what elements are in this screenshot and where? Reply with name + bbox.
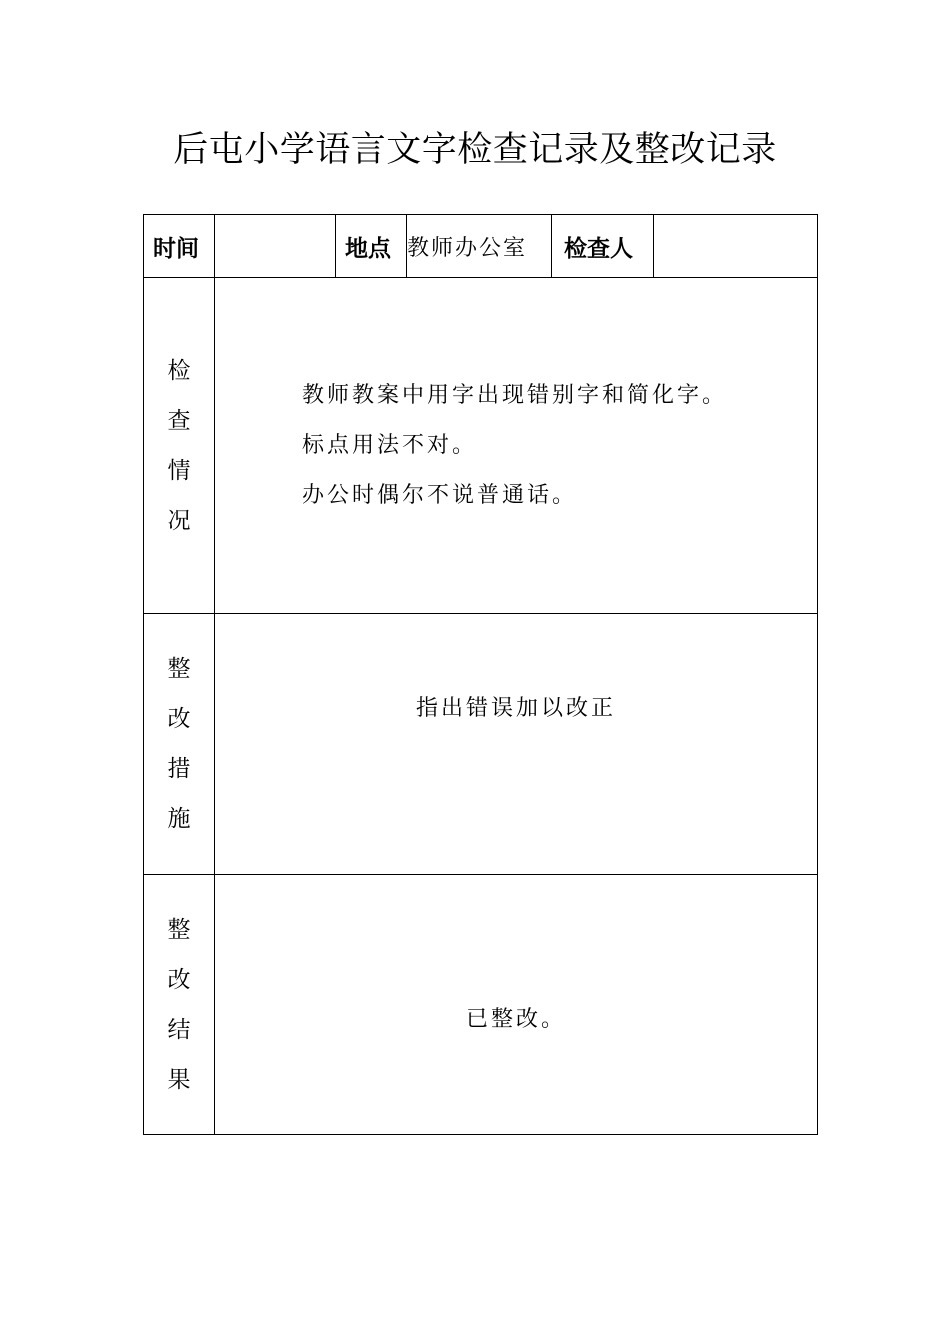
time-value [215, 215, 336, 278]
result-label [144, 875, 215, 1135]
place-label: 地点 [336, 215, 407, 278]
measures-label [144, 614, 215, 875]
measures-content [215, 614, 818, 875]
inspector-label: 检查人 [552, 215, 654, 278]
place-value: 教师办公室 [407, 215, 552, 278]
inspection-record-table [143, 214, 818, 1135]
label-char: 整 [167, 656, 191, 682]
label-char: 措 [167, 756, 191, 782]
inspection-line: 办公时偶尔不说普通话。 [302, 483, 578, 508]
label-char: 果 [167, 1066, 191, 1093]
inspector-value [654, 215, 818, 278]
inspection-label [144, 278, 215, 614]
inspection-row [144, 278, 818, 614]
inspection-line: 标点用法不对。 [302, 433, 478, 458]
label-char: 查 [167, 407, 191, 434]
inspection-content [215, 278, 818, 614]
document-title: 后屯小学语言文字检查记录及整改记录 [173, 130, 777, 170]
header-row [144, 215, 818, 278]
label-char: 施 [167, 806, 191, 832]
result-content [215, 875, 818, 1135]
result-row [144, 875, 818, 1135]
label-char: 改 [167, 706, 191, 732]
label-char: 结 [167, 1016, 191, 1043]
label-char: 整 [167, 916, 191, 943]
time-label: 时间 [144, 215, 215, 278]
label-char: 检 [167, 357, 191, 384]
label-char: 况 [167, 507, 191, 534]
measures-text: 指出错误加以改正 [415, 696, 616, 721]
result-text: 已整改。 [465, 1007, 566, 1032]
inspection-lines [302, 371, 727, 521]
label-char: 改 [167, 966, 191, 993]
inspection-line: 教师教案中用字出现错别字和简化字。 [302, 383, 728, 408]
label-char: 情 [167, 457, 191, 484]
measures-row [144, 614, 818, 875]
